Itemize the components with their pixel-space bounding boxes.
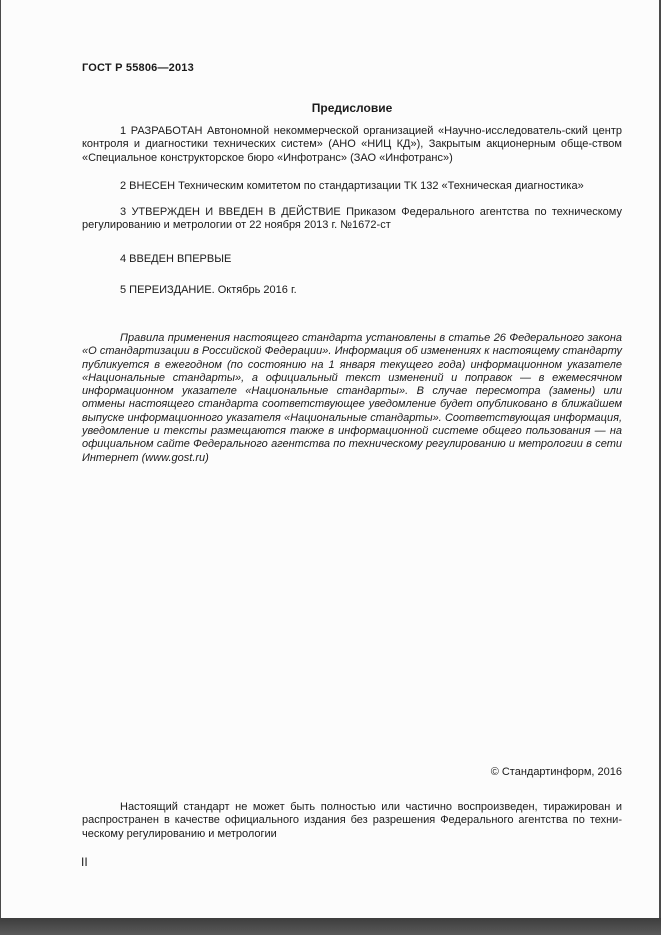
- document-code: ГОСТ Р 55806—2013: [82, 62, 194, 74]
- foreword-item-submitted: 2 ВНЕСЕН Техническим комитетом по стандартизации ТК 132 «Техническая диагностика»: [120, 180, 584, 192]
- application-rules-note: Правила применения настоящего стандарта установлены в статье 26 Федерального закона «О стандартизации в Российской Федерации». Информация об изменениях к настоящему стандарту публикуется в ежегодном (по состоянию на 1 января текущего года) информационном указателе «Национальные стандарты», а официальный текст изменений и поправок — в ежемесячном информационном указателе «Национальные стандарты». В случае пересмотра (замены) или отмены настоящего стандарта соответствующее уведомление будет опубликовано в ближайшем выпуске информационного указателя «Национальные стандарты». Соответствующая информация, уведомление и тексты размещаются также в информационной системе общего пользования — на официальном сайте Федерального агентства по техническому регулированию и метрологии в сети Интернет (www.gost.ru): [82, 332, 622, 464]
- copyright-notice: © Стандартинформ, 2016: [490, 766, 622, 778]
- document-page: [1, 0, 659, 918]
- foreword-item-republished: 5 ПЕРЕИЗДАНИЕ. Октябрь 2016 г.: [120, 284, 297, 296]
- foreword-item-introduced: 4 ВВЕДЕН ВПЕРВЫЕ: [120, 253, 232, 265]
- reproduction-notice: Настоящий стандарт не может быть полностью или частично воспроизведен, тиражирован и распространен в качестве официального издания без разрешения Федерального агентства по техни-ческому регулированию и метрологии: [82, 801, 622, 840]
- foreword-title: Предисловие: [311, 101, 393, 115]
- foreword-item-developed: 1 РАЗРАБОТАН Автономной некоммерческой организацией «Научно-исследователь-ский центр контроля и диагностики технических систем» (АНО «НИЦ КД»), Закрытым акционерным обще-ством «Специальное конструкторское бюро «Инфотранс» (ЗАО «Инфотранс»): [82, 125, 622, 164]
- foreword-item-approved: 3 УТВЕРЖДЕН И ВВЕДЕН В ДЕЙСТВИЕ Приказом Федерального агентства по техническому регулированию и метрологии от 22 ноября 2013 г. №1672-ст: [82, 206, 622, 232]
- scan-bottom-edge: [0, 918, 661, 935]
- page-number: II: [81, 855, 88, 869]
